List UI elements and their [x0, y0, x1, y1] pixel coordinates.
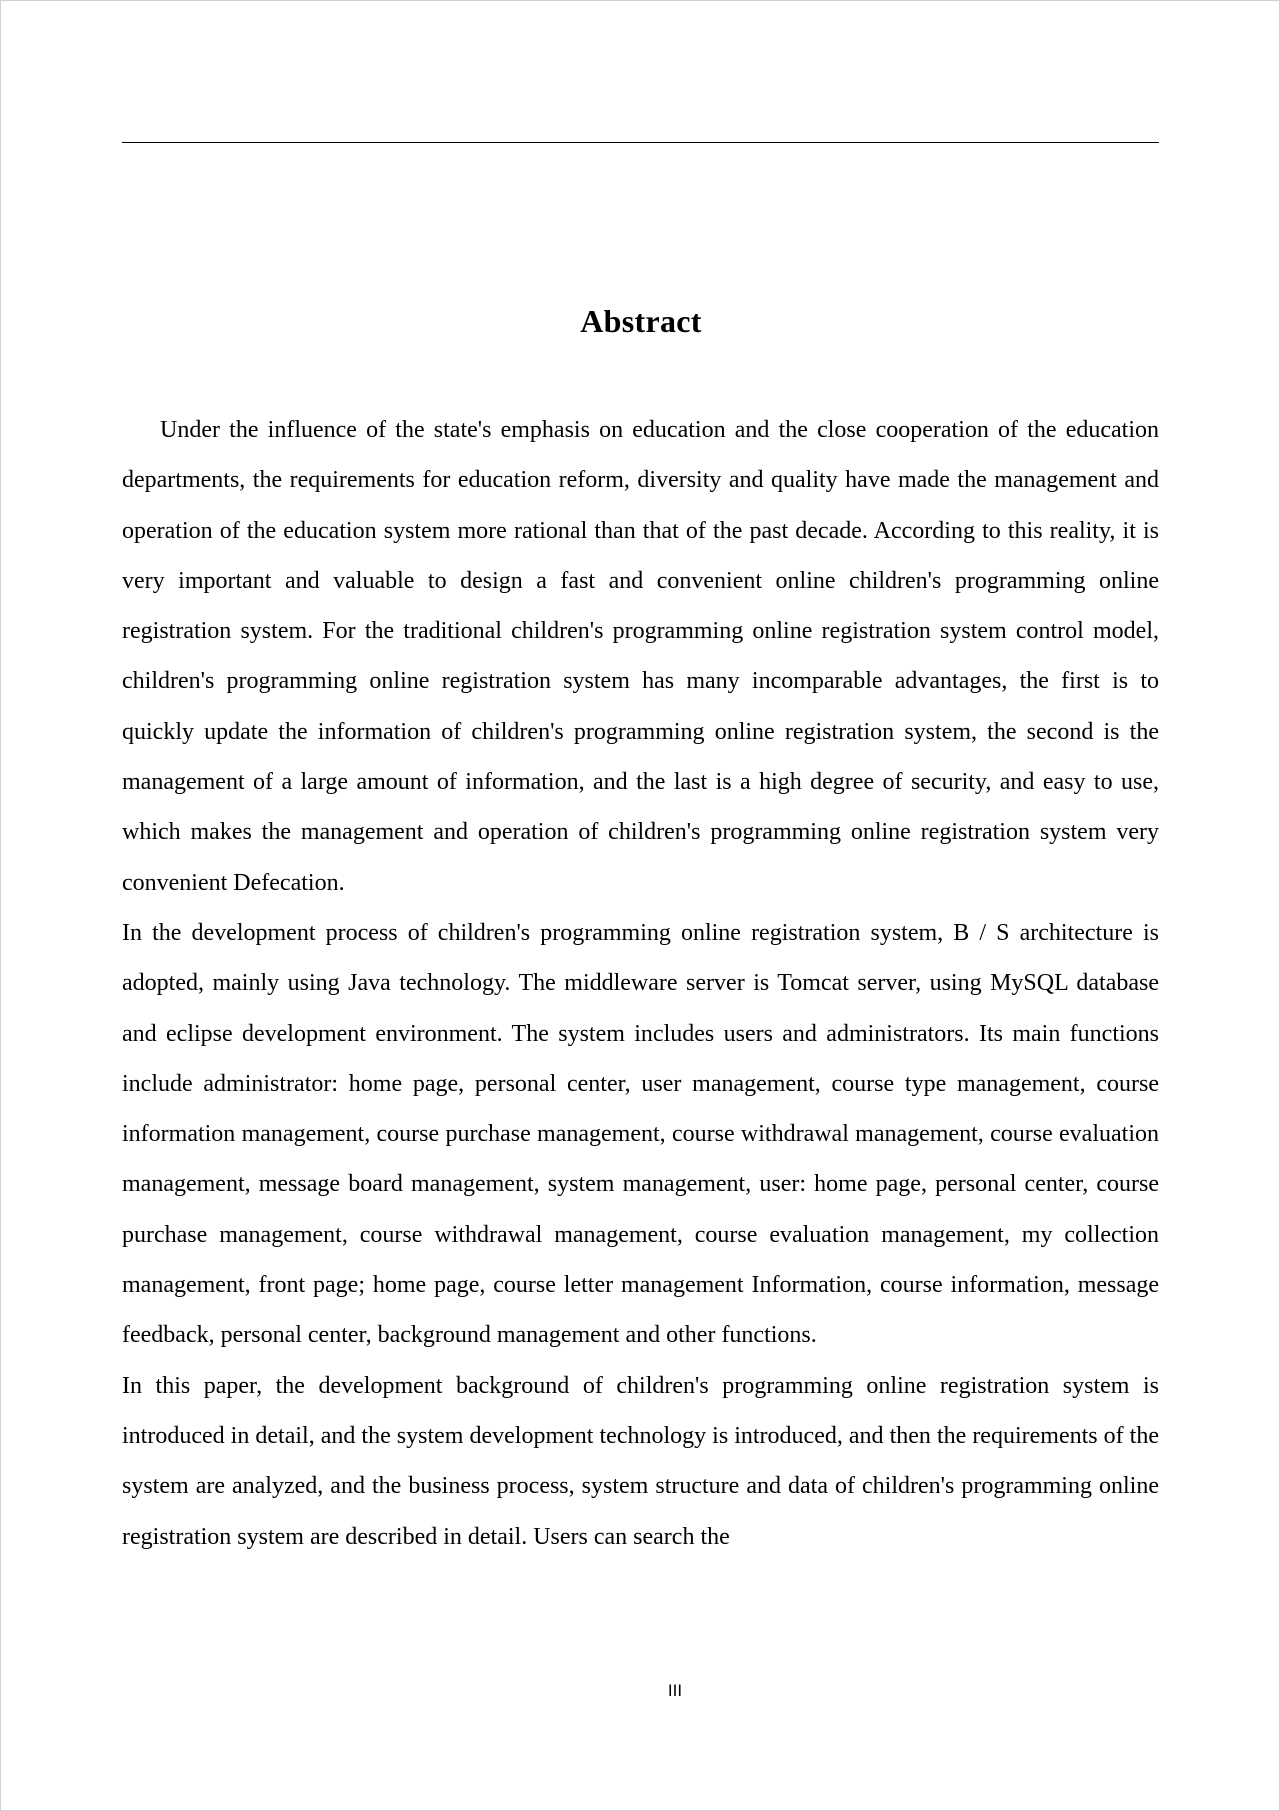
header-rule — [122, 142, 1159, 143]
abstract-paragraph-1: Under the influence of the state's emphasis on education and the close cooperation of the education departments, the requirements for education reform, diversity and quality have made the management and operation of the education system more rational than that of the past decade. According to this reality, it is very important and valuable to design a fast and convenient online children's programming online registration system. For the traditional children's programming online registration system control model, children's programming online registration system has many incomparable advantages, the first is to quickly update the information of children's programming online registration system, the second is the management of a large amount of information, and the last is a high degree of security, and easy to use, which makes the management and operation of children's programming online registration system very convenient Defecation. — [122, 417, 1159, 896]
abstract-paragraph-2: In the development process of children's programming online registration system, B / S architecture is adopted, mainly using Java technology. The middleware server is Tomcat server, using MySQL database and eclipse development environment. The system includes users and administrators. Its main functions include administrator: home page, personal center, user management, course type management, course information management, course purchase management, course withdrawal management, course evaluation management, message board management, system management, user: home page, personal center, course purchase management, course withdrawal management, course evaluation management, my collection management, front page; home page, course letter management Information, course information, message feedback, personal center, background management and other functions. — [122, 919, 1159, 1349]
page-number: III — [667, 1681, 683, 1700]
abstract-title: Abstract — [580, 303, 702, 339]
abstract-paragraph-3: In this paper, the development background of children's programming online registration system is introduced in detail, and the system development technology is introduced, and then the requirements of the system are analyzed, and the business process, system structure and data of children's programming online registration system are described in detail. Users can search the — [122, 1372, 1159, 1550]
abstract-body — [122, 405, 1159, 1562]
